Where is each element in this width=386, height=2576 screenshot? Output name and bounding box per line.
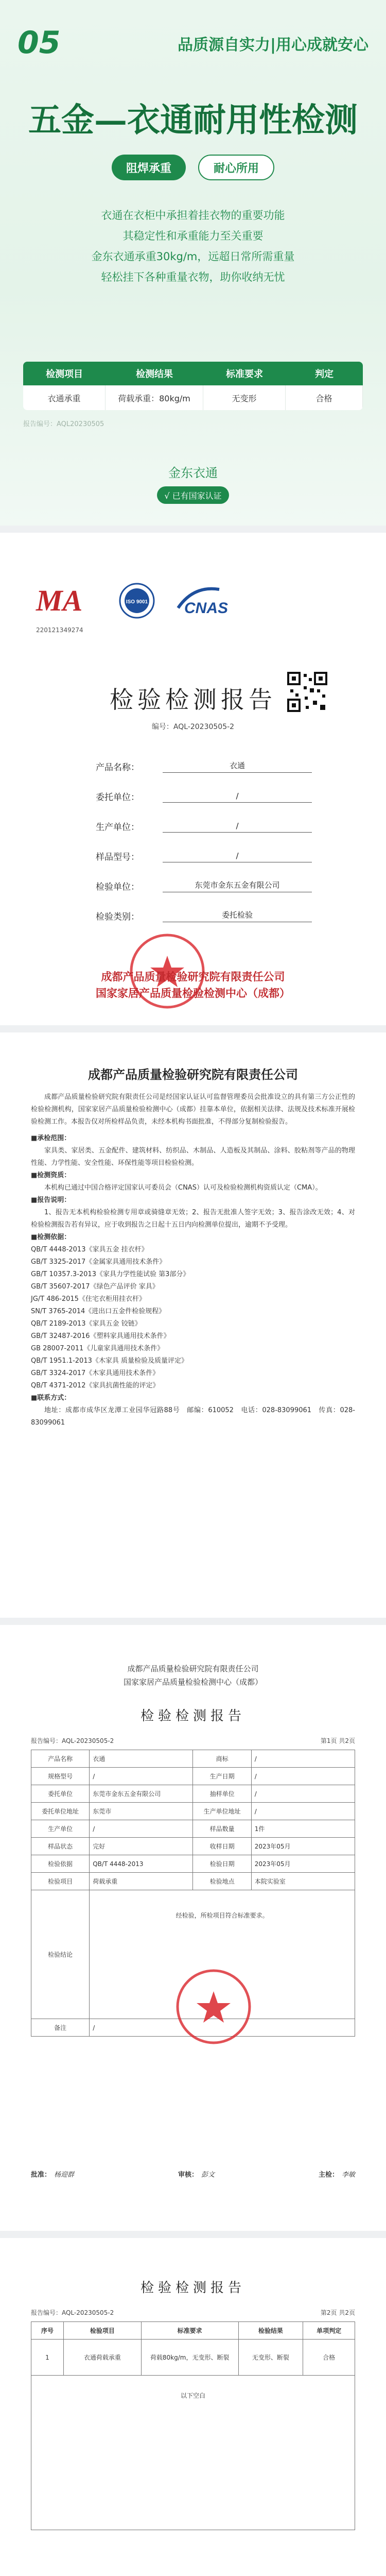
hero-table-cell: 合格 [286, 385, 363, 410]
signer-role: 批准： [31, 2171, 51, 2179]
section-divider [0, 1618, 386, 1625]
table-value-cell: / [251, 1768, 355, 1785]
hero-pills [0, 155, 386, 180]
page-counter: 第2页 共2页 [320, 2309, 355, 2316]
signer-main [319, 2169, 355, 2179]
statement-list-item: JG/T 486-2015《住宅衣柜用挂衣杆》 [31, 1295, 146, 1303]
signer-name: 李敏 [341, 2171, 355, 2179]
statement-body [31, 1091, 355, 1429]
statement-list-title: ■检测依据： [31, 1233, 71, 1241]
table-page-title: 检验检测报告 [140, 1708, 245, 1724]
table-value-cell: 本院实验室 [251, 1873, 355, 1890]
cover-field-value: / [163, 791, 312, 803]
cover-field [96, 907, 312, 922]
cover-field-value: 衣通 [163, 760, 312, 773]
signer-name: 杨迎群 [54, 2171, 75, 2179]
section-divider [0, 526, 386, 533]
hero-title: 五金—衣通耐用性检测 [28, 101, 358, 140]
cma-logo-icon [34, 583, 101, 619]
hero-badge: √ 已有国家认证 [157, 486, 229, 504]
statement-list-item: QB/T 4448-2013《家具五金 挂衣杆》 [31, 1246, 148, 1253]
statement-list-item: QB/T 1951.1-2013《木家具 质量检验及质量评定》 [31, 1357, 188, 1365]
table-header-cell: 检验结果 [238, 2322, 303, 2340]
cover-field [96, 757, 312, 773]
statement-list-item: GB/T 35607-2017《绿色产品评价 家具》 [31, 1283, 159, 1291]
conclusion-cell: 经检验，所检项目符合标准要求。 [90, 1890, 355, 2019]
hero-tagline: 品质源自实力|用心成就安心 [178, 36, 369, 54]
table-value-cell: / [90, 1768, 193, 1785]
table-label-cell: 产品名称 [31, 1750, 90, 1768]
table-label-cell: 委托单位地址 [31, 1803, 90, 1820]
table-label-cell: 检验日期 [193, 1855, 251, 1873]
table-page-org: 成都产品质量检验研究院有限责任公司 [127, 1664, 259, 1673]
cover-field [96, 877, 312, 892]
table-label-cell: 样品状态 [31, 1838, 90, 1855]
signer-review [178, 2169, 215, 2179]
report-number: 报告编号：AQL-20230505-2 [31, 1737, 114, 1744]
red-seal-icon [175, 1968, 252, 2045]
table-value-cell: 荷载承重 [90, 1873, 193, 1890]
report-result-table [31, 2321, 355, 2530]
table-row [31, 1838, 355, 1855]
cover-field [96, 817, 312, 833]
hero-table-row [23, 385, 363, 410]
table-label-cell: 样品数量 [193, 1820, 251, 1838]
table-label-cell: 抽样单位 [193, 1785, 251, 1803]
table-row [31, 1855, 355, 1873]
table-value-cell: / [251, 1785, 355, 1803]
hero-table-cell: 荷载承重：80kg/m [106, 385, 203, 410]
table-label-cell: 生产单位地址 [193, 1803, 251, 1820]
hero-table-header-cell: 判定 [286, 362, 363, 385]
signer-name: 彭文 [201, 2171, 215, 2179]
table-header-cell: 检验项目 [63, 2322, 141, 2340]
cover-report-number: 编号：AQL-20230505-2 [151, 723, 235, 731]
cover-field-value: / [163, 821, 312, 833]
table-value-cell: QB/T 4448-2013 [90, 1855, 193, 1873]
hero-table-header [23, 362, 363, 385]
statement-list-item: GB 28007-2011《儿童家具通用技术条件》 [31, 1345, 164, 1352]
cover-field-label: 产品名称： [96, 762, 139, 773]
signature-row [31, 2169, 355, 2179]
statement-section-text: 地址：成都市成华区龙潭工业园华冠路88号 邮编：610052 电话：028-83099061 传真：028-83099061 [31, 1406, 355, 1427]
signer-approve [31, 2169, 74, 2179]
section-divider [0, 2231, 386, 2238]
table-label-cell: 委托单位 [31, 1785, 90, 1803]
cover-field-label: 检验单位： [96, 882, 139, 892]
statement-title: 成都产品质量检验研究院有限责任公司 [88, 1067, 298, 1082]
cover-field-value: / [163, 851, 312, 862]
statement-section-text: 家具类、家居类、五金配件、建筑材料、纺织品、木制品、人造板及其制品、涂料、胶粘剂等产品的物理性能、力学性能、安全性能、环保性能等项目检验检测。 [31, 1147, 355, 1167]
statement-section-text: 1、报告无本机构检验检测专用章或骑缝章无效；2、报告无批准人签字无效；3、报告涂改无效；4、对检验检测报告若有异议，应于收到报告之日起十五日内向检测单位提出，逾期不予受理。 [31, 1209, 355, 1229]
remark-cell: / [90, 2019, 355, 2037]
table-row [31, 1785, 355, 1803]
hero-stamp-text: 金东衣通 [168, 466, 218, 480]
table-cell: 无变形、断裂 [238, 2340, 303, 2376]
table-label-cell: 生产日期 [193, 1768, 251, 1785]
table-value-cell: 东莞市 [90, 1803, 193, 1820]
table-label-cell: 检验依据 [31, 1855, 90, 1873]
signer-role: 主检： [318, 2171, 339, 2179]
hero-number: 05 [17, 25, 61, 61]
table-label-cell: 备注 [31, 2019, 90, 2037]
statement-section-text: 本机构已通过中国合格评定国家认可委员会（CNAS）认可及检验检测机构资质认定（CMA）。 [44, 1184, 322, 1192]
table-header-cell: 标准要求 [141, 2322, 238, 2340]
table-page-meta [31, 1736, 355, 1745]
iso-logo-icon [118, 582, 155, 619]
hero-lines [0, 205, 386, 287]
statement-list-item: GB/T 32487-2016《塑料家具通用技术条件》 [31, 1332, 170, 1340]
table-value-cell: / [251, 1750, 355, 1768]
table-header-row [31, 2322, 355, 2340]
hero-section [0, 0, 386, 526]
cover-field-label: 生产单位： [96, 822, 139, 833]
statement-list-item: SN/T 3765-2014《进出口五金件检验规程》 [31, 1308, 166, 1315]
table-label-cell: 检验地点 [193, 1873, 251, 1890]
table-label-cell: 生产单位 [31, 1820, 90, 1838]
cover-field [96, 847, 312, 862]
cover-field-label: 检验类别： [96, 912, 139, 922]
report-result-table-body [31, 2322, 355, 2530]
statement-intro: 成都产品质量检验研究院有限责任公司是经国家认证认可监督管理委员会批准设立的具有第三方公正性的检验检测机构，国家家居产品质量检验检测中心（成都）挂靠本单位，依据相关法律、法规及技术标准开展检验检测工作。本报告仅对所检样品负责，未经本机构书面批准，不得部分复制检验报告。 [31, 1093, 355, 1126]
statement-section-heading: ■承检范围： [31, 1134, 71, 1142]
cnas-logo-text: CNAS [184, 600, 229, 617]
page-counter: 第1页 共2页 [320, 1737, 355, 1744]
cover-field [96, 787, 312, 803]
table-value-cell: / [90, 1820, 193, 1838]
table-row [31, 1750, 355, 1768]
table-label-cell: 商标 [193, 1750, 251, 1768]
table-label-cell: 规格型号 [31, 1768, 90, 1785]
hero-table-header-cell: 检测结果 [106, 362, 203, 385]
hero-table-header-cell: 检测项目 [23, 362, 106, 385]
table-label-cell: 检验项目 [31, 1873, 90, 1890]
hero-line: 金东衣通承重30kg/m，远超日常所需重量 [91, 250, 295, 263]
table-value-cell: 2023年05月 [251, 1855, 355, 1873]
cma-logo-number: 220121349274 [36, 626, 83, 634]
hero-line: 轻松挂下各种重量衣物，助你收纳无忧 [101, 271, 285, 283]
table-page-title: 检验检测报告 [140, 2280, 245, 2296]
table-value-cell: 衣通 [90, 1750, 193, 1768]
table-value-cell: / [251, 1803, 355, 1820]
hero-table-cell: 衣通承重 [23, 385, 106, 410]
table-cell: 1 [31, 2340, 64, 2376]
cover-org-name: 成都产品质量检验研究院有限责任公司 [101, 971, 285, 983]
table-row [31, 2340, 355, 2376]
table-value-cell: 2023年05月 [251, 1838, 355, 1855]
cover-field-label: 委托单位： [96, 792, 139, 803]
statement-section-heading: ■检测资质： [31, 1172, 71, 1179]
pill-primary: 阻焊承重 [112, 155, 186, 180]
cover-field-value: 委托检验 [163, 909, 312, 922]
statement-list-item: QB/T 4371-2012《家具抗菌性能的评定》 [31, 1382, 160, 1389]
table-header-cell: 单项判定 [303, 2322, 355, 2340]
pill-secondary: 耐心所用 [198, 155, 274, 180]
hero-note: 报告编号：AQL20230505 [23, 420, 104, 428]
table-row [31, 1820, 355, 1838]
table-label-cell: 检验结论 [31, 1890, 90, 2019]
iso-logo-text: ISO 9001 [126, 599, 148, 605]
table-value-cell: 1件 [251, 1820, 355, 1838]
hero-table-cell: 无变形 [203, 385, 286, 410]
table-value-cell: 完好 [90, 1838, 193, 1855]
table-cell: 衣通荷载承重 [63, 2340, 141, 2376]
statement-section-heading: ■报告说明： [31, 1196, 71, 1204]
cover-title: 检验检测报告 [110, 686, 276, 714]
table-cell: 荷载80kg/m，无变形、断裂 [141, 2340, 238, 2376]
statement-section-heading: ■联系方式： [31, 1394, 71, 1402]
table-cell: 合格 [303, 2340, 355, 2376]
cover-logos [34, 582, 240, 619]
table-page-center: 国家家居产品质量检验检测中心（成都） [123, 1677, 262, 1687]
table-label-cell: 收样日期 [193, 1838, 251, 1855]
statement-list-item: QB/T 2189-2013《家具五金 铰链》 [31, 1320, 142, 1328]
signer-role: 审核： [178, 2171, 198, 2179]
table-row [31, 1768, 355, 1785]
statement-list-item: GB/T 3324-2017《木家具通用技术条件》 [31, 1369, 160, 1377]
cover-field-label: 样品型号： [96, 852, 139, 862]
qr-code-icon [286, 671, 328, 713]
hero-line: 其稳定性和承重能力至关重要 [122, 230, 264, 242]
table-header-cell: 序号 [31, 2322, 64, 2340]
statement-list-item: GB/T 3325-2017《金属家具通用技术条件》 [31, 1258, 166, 1266]
hero-line: 衣通在衣柜中承担着挂衣物的重要功能 [101, 209, 285, 222]
table-page-meta [31, 2308, 355, 2317]
table-row [31, 1803, 355, 1820]
report-number: 报告编号：AQL-20230505-2 [31, 2309, 114, 2316]
table-row [31, 1873, 355, 1890]
cnas-logo-icon [173, 582, 240, 619]
section-divider [0, 1025, 386, 1032]
blank-below-cell: 以下空白 [31, 2376, 355, 2530]
table-value-cell: 东莞市金东五金有限公司 [90, 1785, 193, 1803]
cover-org-center: 国家家居产品质量检验检测中心（成都） [96, 987, 290, 999]
cma-logo-text: MA [36, 584, 83, 617]
statement-list-item: GB/T 10357.3-2013《家具力学性能试验 第3部分》 [31, 1270, 190, 1278]
table-row [31, 2376, 355, 2530]
hero-result-table [23, 362, 363, 410]
cover-field-value: 东莞市金东五金有限公司 [163, 879, 312, 892]
hero-table-header-cell: 标准要求 [203, 362, 286, 385]
